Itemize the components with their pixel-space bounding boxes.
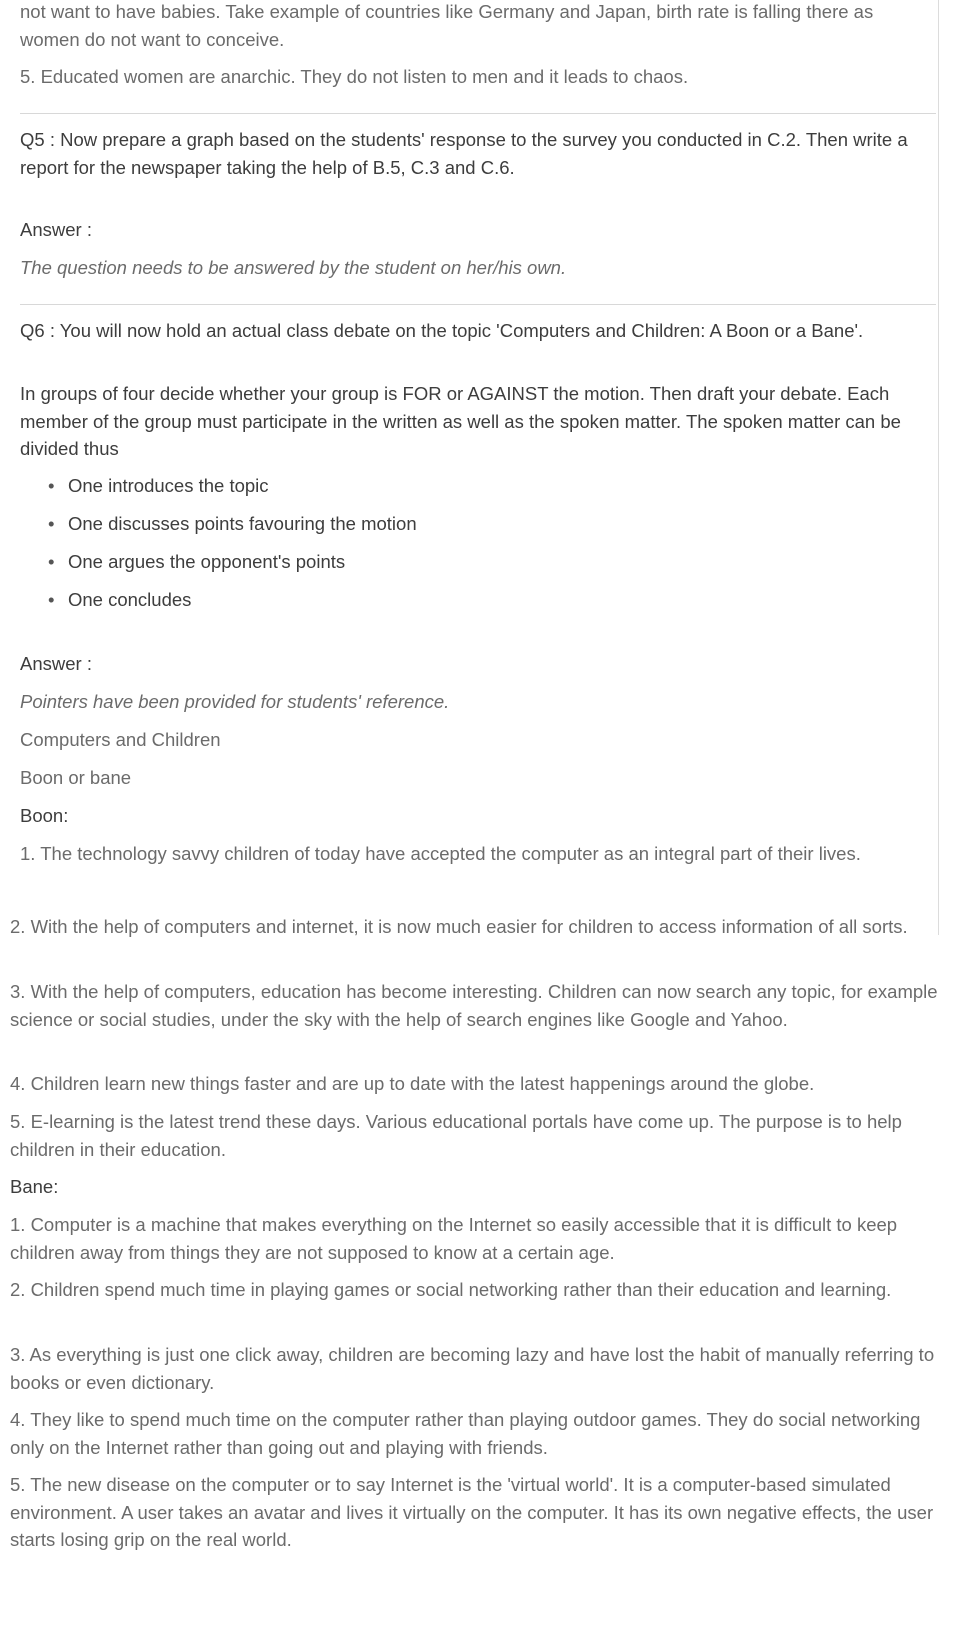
list-item: 1. The technology savvy children of today have accepted the computer as an integral part of their lives. (20, 843, 861, 864)
lower-content-panel (0, 916, 961, 1635)
upper-content-panel: not want to have babies. Take example of countries like Germany and Japan, birth rate is falling there as women do not want to conceive. 5. Educated women are anarchic. They do not listen to men and it leads to chaos. Q5 : Now prepare a graph based on the students' response to the survey you conducted in C.2. Then write a report for the newspaper taking the help of B.5, C.3 and C.6. Answer : The question needs to be answered by the student on her/his own. Q6 : You will now hold an actual class debate on the topic 'Computers and Children: A Boon or a Bane'. In groups of four decide whether your group is FOR or AGAINST the motion. Then draft your debate. Each member of the group must participate in the written as well as the spoken matter. The spoken matter can be divided thus • One introduces the topic • One discusses points favouring the motion • One argues the opponent's points • One concludes Answer : Pointers have been provided for students' reference. Computers and Children Boon or bane Boon: 1. The technology savvy children of today have accepted the computer as an integral part of their lives. (0, 0, 939, 935)
boon-heading: Boon: (20, 805, 69, 826)
list-item: 1. Computer is a machine that makes everything on the Internet so easily accessible that it is difficult to keep children away from things they are not supposed to know at a certain age. (10, 1214, 898, 1263)
bane-heading: Bane: (10, 1176, 59, 1197)
question-q5: Q5 : Now prepare a graph based on the students' response to the survey you conducted in C.2. Then write a report for the newspaper taking the help of B.5, C.3 and C.6. (20, 129, 908, 178)
answer-intro: Pointers have been provided for students' reference. (20, 691, 450, 712)
list-item: 2. Children spend much time in playing games or social networking rather than their education and learning. (10, 1279, 892, 1300)
bullet-icon: • (48, 513, 55, 534)
list-item: 5. Educated women are anarchic. They do not listen to men and it leads to chaos. (20, 66, 689, 87)
bullet-icon: • (48, 551, 55, 572)
list-item: 2. With the help of computers and internet, it is now much easier for children to access information of all sorts. (10, 916, 908, 937)
instructions: In groups of four decide whether your group is FOR or AGAINST the motion. Then draft your debate. Each member of the group must participate in the written as well as the spoken matter. The spoken matter can be divided thus (20, 383, 901, 459)
continued-paragraph: not want to have babies. Take example of countries like Germany and Japan, birth rate is falling there as women do not want to conceive. (20, 1, 874, 50)
bullet-icon: • (48, 475, 55, 496)
question-q6: Q6 : You will now hold an actual class debate on the topic 'Computers and Children: A Boon or a Bane'. (20, 320, 864, 341)
bullet-icon: • (48, 589, 55, 610)
list-item: 3. With the help of computers, education has become interesting. Children can now search any topic, for example science or social studies, under the sky with the help of search engines like Google and Yahoo. (10, 981, 938, 1030)
debate-subtitle: Boon or bane (20, 767, 132, 788)
debate-title: Computers and Children (20, 729, 221, 750)
answer-text: The question needs to be answered by the student on her/his own. (20, 257, 567, 278)
answer-label: Answer : (20, 219, 92, 240)
list-item: 5. The new disease on the computer or to say Internet is the 'virtual world'. It is a computer-based simulated environment. A user takes an avatar and lives it virtually on the computer. It has its own negative effects, the user starts losing grip on the real world. (10, 1474, 934, 1550)
list-item: 5. E-learning is the latest trend these days. Various educational portals have come up. The purpose is to help children in their education. (10, 1111, 902, 1160)
list-item: 4. They like to spend much time on the computer rather than playing outdoor games. They do social networking only on the Internet rather than going out and playing with friends. (10, 1409, 921, 1458)
answer-label: Answer : (20, 653, 92, 674)
divider (20, 304, 936, 305)
list-item: 3. As everything is just one click away, children are becoming lazy and have lost the habit of manually referring to books or even dictionary. (10, 1344, 935, 1393)
divider (20, 113, 936, 114)
list-item: 4. Children learn new things faster and are up to date with the latest happenings around the globe. (10, 1073, 815, 1094)
